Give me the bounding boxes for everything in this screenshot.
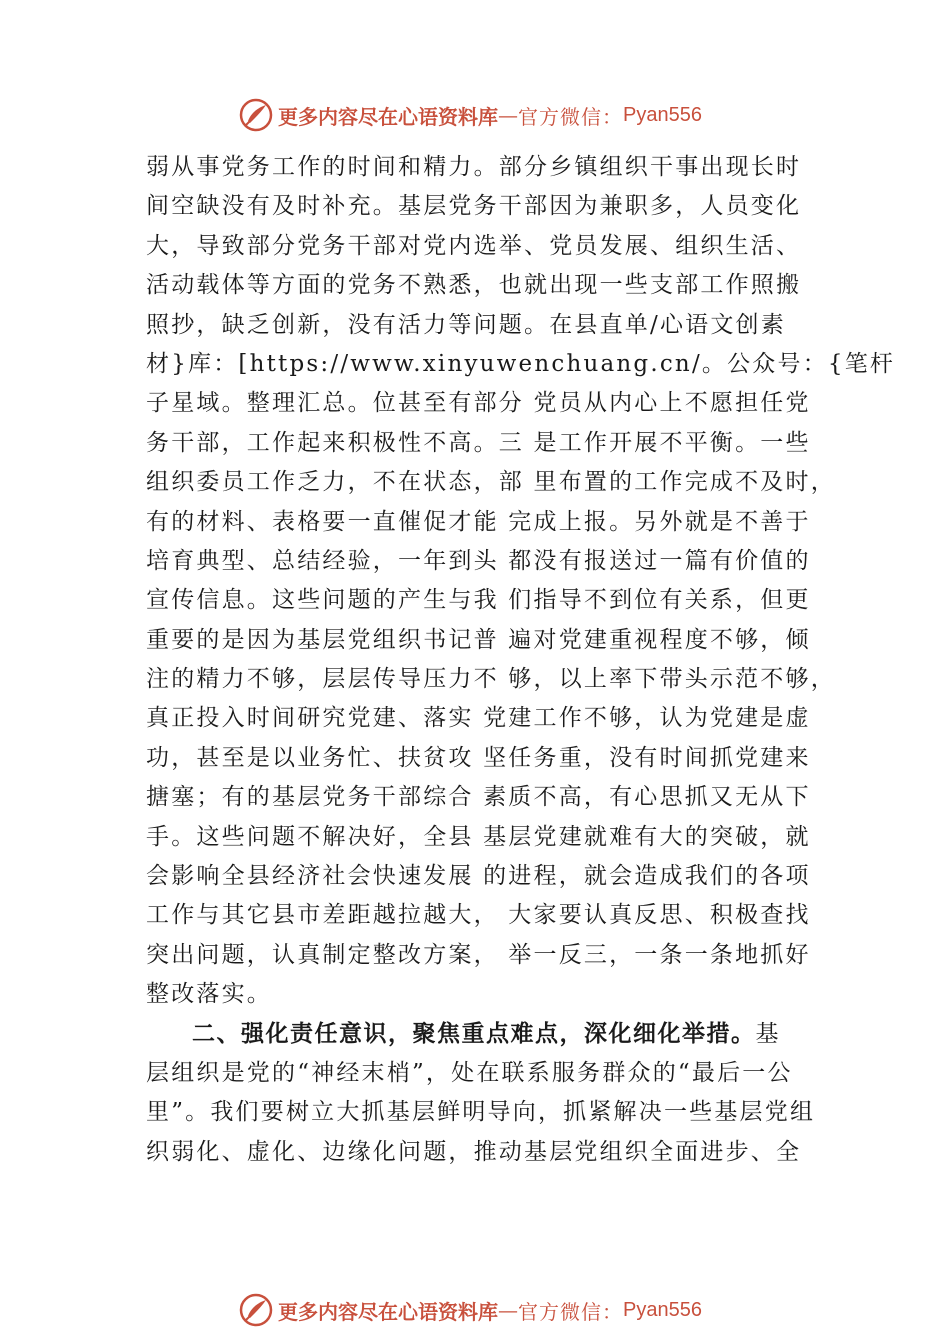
banner-official-label: 官方微信：: [518, 1299, 623, 1324]
body-line: 会影响全县经济社会快速发展 的进程，就会造成我们的各项: [146, 863, 811, 890]
document-body: [146, 148, 896, 1172]
body-line: 照抄，缺乏创新，没有活力等问题。在县直单/心语文创素: [146, 311, 786, 338]
body-line: 组织委员工作乏力，不在状态，部 里布置的工作完成不及时，: [146, 469, 836, 496]
section-heading-text: 二、强化责任意识，聚焦重点难点，深化细化举措。: [192, 1020, 756, 1047]
section-heading-tail: 基: [755, 1020, 780, 1047]
body-line: 搪塞；有的基层党务干部综合 素质不高，有心思抓又无从下: [146, 784, 811, 811]
body-line: 突出问题，认真制定整改方案， 举一反三，一条一条地抓好: [146, 941, 811, 968]
body-line: 手。这些问题不解决好，全县 基层党建就难有大的突破，就: [146, 823, 811, 850]
brand-logo-icon: [238, 97, 274, 133]
body-line: 重要的是因为基层党组织书记普 遍对党建重视程度不够，倾: [146, 626, 811, 653]
banner-official-label: 官方微信：: [518, 104, 623, 129]
body-line: 弱从事党务工作的时间和精力。部分乡镇组织干事出现长时: [146, 154, 802, 180]
body-line: 工作与其它县市差距越拉越大， 大家要认真反思、积极查找: [146, 902, 811, 929]
banner-dash: —: [498, 1298, 518, 1322]
brand-logo-icon: [238, 1292, 274, 1328]
body-line: 务干部，工作起来积极性不高。三 是工作开展不平衡。一些: [146, 429, 811, 456]
body-line: 层组织是党的“神经末梢”，处在联系服务群众的“最后一公: [146, 1059, 793, 1086]
body-line: 有的材料、表格要一直催促才能 完成上报。另外就是不善于: [146, 508, 811, 535]
section-heading: [146, 1015, 846, 1054]
body-line: 整改落实。: [146, 981, 272, 1008]
body-line: 子星域。整理汇总。位甚至有部分 党员从内心上不愿担任党: [146, 390, 811, 417]
body-line: 注的精力不够，层层传导压力不 够，以上率下带头示范不够，: [146, 666, 836, 693]
banner-wechat-id: Pyan556: [623, 103, 702, 126]
footer-watermark-banner: [238, 1290, 702, 1330]
header-watermark-banner: [238, 95, 702, 135]
body-line: 里”。我们要树立大抓基层鲜明导向，抓紧解决一些基层党组: [146, 1099, 816, 1126]
body-line: 材}库：[https://www.xinyuwenchuang.cn/。公众号：{笔杆: [146, 350, 896, 377]
body-line: 功，甚至是以业务忙、扶贫攻 坚任务重，没有时间抓党建来: [146, 744, 811, 771]
body-line: 织弱化、虚化、边缘化问题，推动基层党组织全面进步、全: [146, 1138, 802, 1165]
banner-brand-text: 更多内容尽在心语资料库: [278, 1299, 498, 1324]
body-line: 间空缺没有及时补充。基层党务干部因为兼职多，人员变化: [146, 193, 802, 220]
banner-brand-text: 更多内容尽在心语资料库: [278, 104, 498, 129]
banner-wechat-id: Pyan556: [623, 1298, 702, 1321]
body-line: 培育典型、总结经验，一年到头 都没有报送过一篇有价值的: [146, 547, 811, 574]
body-line: 活动载体等方面的党务不熟悉，也就出现一些支部工作照搬: [146, 272, 802, 299]
body-line: 大，导致部分党务干部对党内选举、党员发展、组织生活、: [146, 232, 802, 259]
body-line: 宣传信息。这些问题的产生与我 们指导不到位有关系，但更: [146, 587, 811, 614]
body-line: 真正投入时间研究党建、落实 党建工作不够，认为党建是虚: [146, 705, 811, 732]
banner-dash: —: [498, 103, 518, 127]
